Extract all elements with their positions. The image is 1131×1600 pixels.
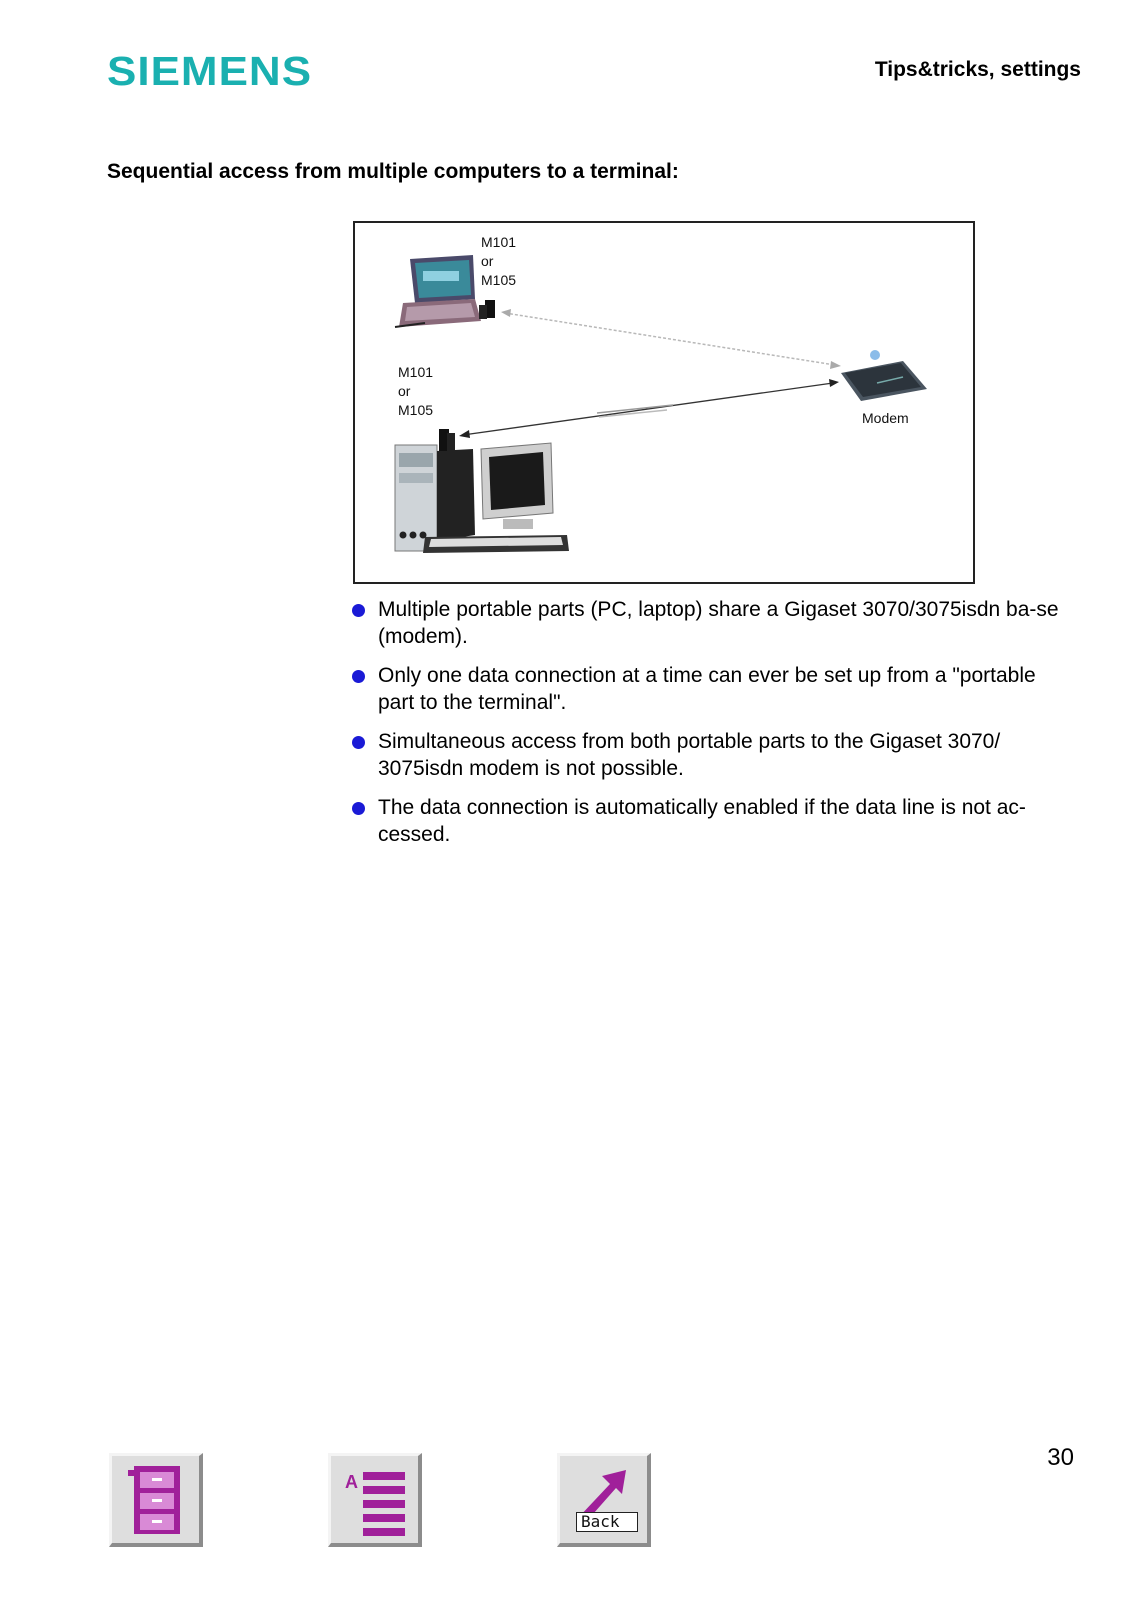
bullet-list	[352, 596, 1074, 860]
laptop-icon	[395, 255, 481, 327]
page-number: 30	[1047, 1444, 1074, 1471]
handset-icon-mid	[439, 429, 455, 451]
bullet-dot-icon	[352, 736, 365, 749]
label-line: M101	[481, 234, 517, 250]
file-cabinet-icon	[112, 1456, 200, 1544]
connection-arrow-mid	[459, 379, 839, 438]
section-title: Tips&tricks, settings	[874, 58, 1081, 81]
handset-icon-top	[479, 300, 495, 319]
list-item	[352, 662, 1074, 716]
back-label: Back	[576, 1512, 638, 1532]
bullet-dot-icon	[352, 604, 365, 617]
diagram-label-modem: Modem	[862, 410, 909, 426]
diagram-label-mid	[398, 363, 433, 420]
desktop-computer-icon	[395, 443, 569, 553]
bullet-dot-icon	[352, 670, 365, 683]
connection-arrow-top	[501, 309, 841, 369]
connection-diagram	[353, 221, 975, 584]
modem-icon	[841, 350, 927, 401]
list-item	[352, 794, 1074, 848]
label-line: or	[398, 383, 411, 399]
bullet-text: Simultaneous access from both portable parts to the Gigaset 3070/ 3075isdn modem is not possible.	[378, 730, 1001, 780]
contents-button[interactable]	[109, 1453, 203, 1547]
diagram-label-top	[481, 233, 516, 290]
siemens-logo: SIEMENS	[107, 49, 313, 95]
label-line: M105	[481, 272, 517, 288]
page-heading: Sequential access from multiple computers to a terminal:	[107, 160, 679, 183]
list-item	[352, 596, 1074, 650]
bullet-text: Multiple portable parts (PC, laptop) share a Gigaset 3070/3075isdn ba-se (modem).	[378, 598, 1059, 648]
index-list-icon	[331, 1456, 419, 1544]
bullet-text: Only one data connection at a time can ever be set up from a "portable part to the terminal".	[378, 664, 1036, 714]
index-letter: A	[345, 1472, 358, 1492]
label-line: M105	[398, 402, 434, 418]
bullet-dot-icon	[352, 802, 365, 815]
diagram-graphics	[355, 223, 973, 582]
label-line: or	[481, 253, 494, 269]
back-button[interactable]	[557, 1453, 651, 1547]
list-item	[352, 728, 1074, 782]
bullet-text: The data connection is automatically enabled if the data line is not ac-cessed.	[378, 796, 1026, 846]
index-button[interactable]	[328, 1453, 422, 1547]
label-line: M101	[398, 364, 434, 380]
